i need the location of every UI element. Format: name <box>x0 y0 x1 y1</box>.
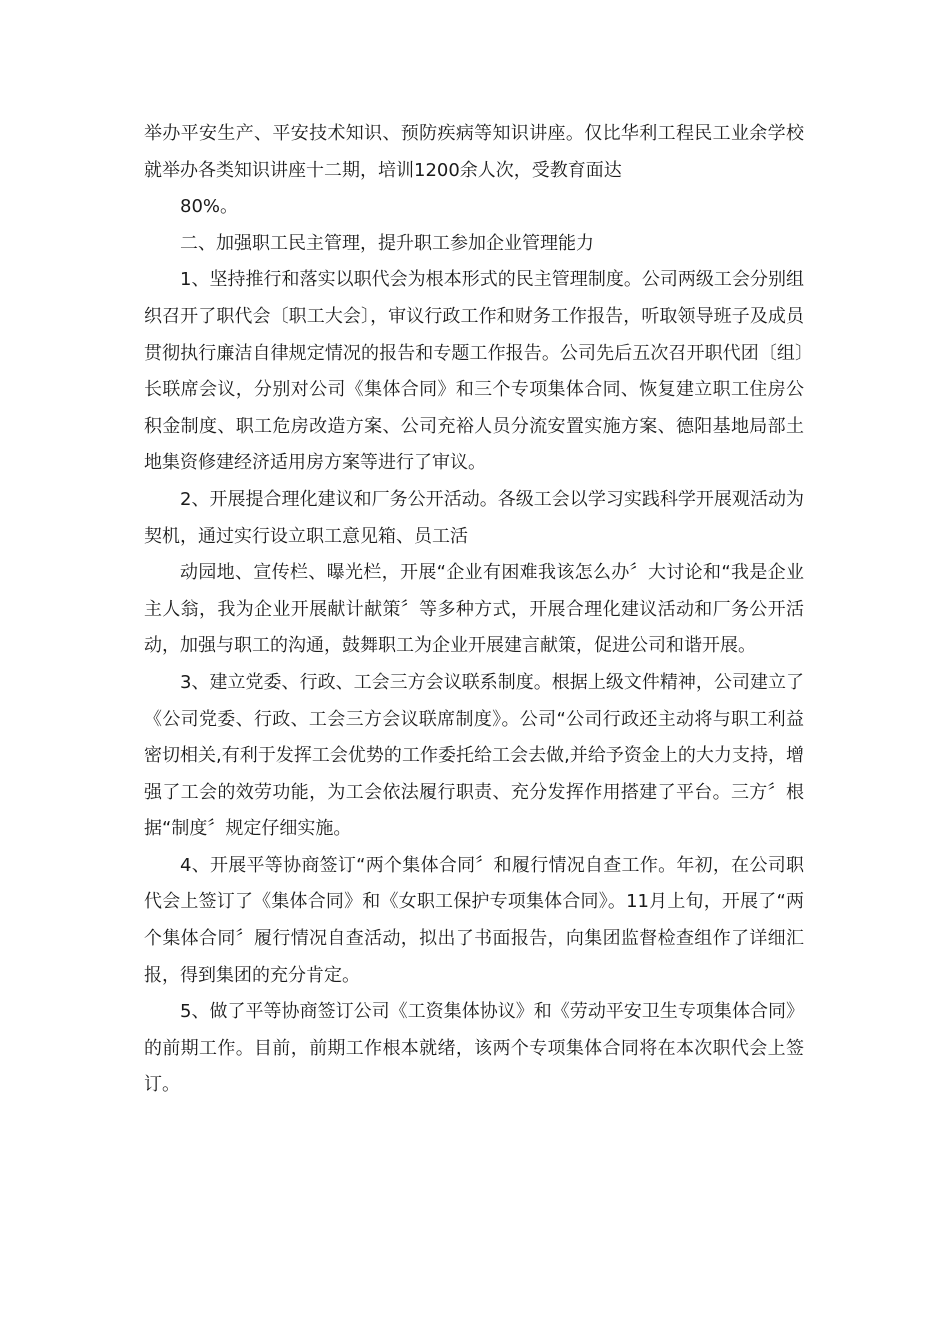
paragraph-item-5: 5、做了平等协商签订公司《工资集体协议》和《劳动平安卫生专项集体合同》的前期工作。目前，前期工作根本就绪，该两个专项集体合同将在本次职代会上签订。 <box>144 1001 804 1096</box>
section-heading: 二、加强职工民主管理，提升职工参加企业管理能力 <box>180 232 594 254</box>
paragraph-item-1: 1、坚持推行和落实以职代会为根本形式的民主管理制度。公司两级工会分别组织召开了职代会〔职工大会〕，审议行政工作和财务工作报告，听取领导班子及成员贯彻执行廉洁自律规定情况的报告和专题工作报告。公司先后五次召开职代团〔组〕长联席会议，分别对公司《集体合同》和三个专项集体合同、恢复建立职工住房公积金制度、职工危房改造方案、公司充裕人员分流安置实施方案、德阳基地局部土地集资修建经济适用房方案等进行了审议。 <box>144 269 804 474</box>
paragraph-item-4: 4、开展平等协商签订“两个集体合同〞和履行情况自查工作。年初，在公司职代会上签订了《集体合同》和《女职工保护专项集体合同》。11月上旬，开展了“两个集体合同〞履行情况自查活动，拟出了书面报告，向集团监督检查组作了详细汇报，得到集团的充分肯定。 <box>144 854 804 986</box>
paragraph-percentage: 80%。 <box>180 196 239 218</box>
paragraph-item-2: 2、开展提合理化建议和厂务公开活动。各级工会以学习实践科学开展观活动为契机，通过实行设立职工意见箱、员工活 <box>144 488 804 547</box>
paragraph-continuation: 举办平安生产、平安技术知识、预防疾病等知识讲座。仅比华利工程民工业余学校就举办各类知识讲座十二期，培训1200余人次，受教育面达 <box>144 123 804 181</box>
paragraph-item-2-continued: 动园地、宣传栏、曝光栏，开展“企业有困难我该怎么办〞大讨论和“我是企业主人翁，我为企业开展献计献策〞等多种方式，开展合理化建议活动和厂务公开活动，加强与职工的沟通，鼓舞职工为企业开展建言献策，促进公司和谐开展。 <box>144 562 804 657</box>
document-body <box>144 116 804 1104</box>
paragraph-item-3: 3、建立党委、行政、工会三方会议联系制度。根据上级文件精神，公司建立了《公司党委、行政、工会三方会议联席制度》。公司“公司行政还主动将与职工利益密切相关,有利于发挥工会优势的工作委托给工会去做,并给予资金上的大力支持，增强了工会的效劳功能，为工会依法履行职责、充分发挥作用搭建了平台。三方〞根据“制度〞规定仔细实施。 <box>144 671 804 840</box>
